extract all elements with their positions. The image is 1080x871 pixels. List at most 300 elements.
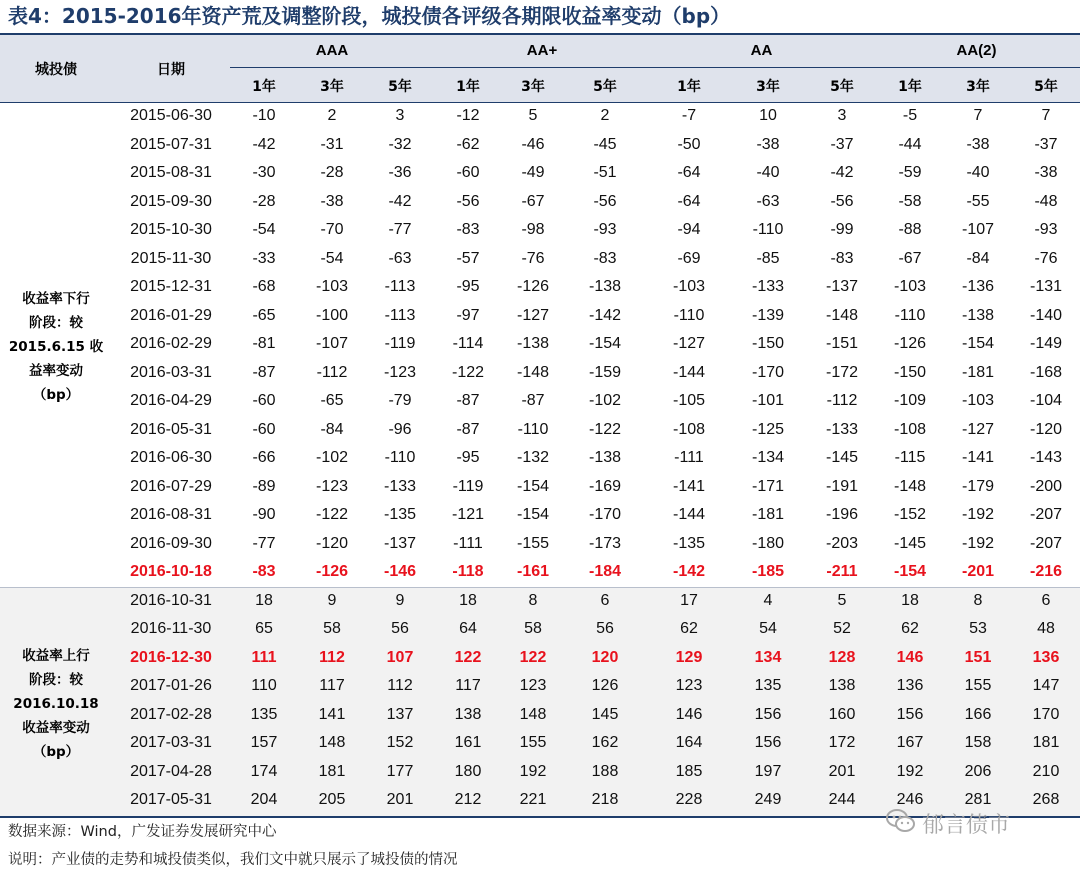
value-cell: -67 xyxy=(898,249,922,267)
value-cell: -63 xyxy=(756,192,780,210)
value-cell: 147 xyxy=(1032,677,1060,694)
term-header: 1年 xyxy=(677,79,701,95)
value-cell: -7 xyxy=(681,107,697,124)
value-cell: 148 xyxy=(519,705,547,723)
value-cell: 145 xyxy=(591,705,619,723)
value-cell: 141 xyxy=(318,705,346,723)
date-cell: 2016-02-29 xyxy=(130,335,212,352)
value-cell: 112 xyxy=(387,677,413,694)
wechat-icon xyxy=(886,808,916,844)
value-cell: -122 xyxy=(588,420,622,438)
date-cell: 2016-11-30 xyxy=(130,620,212,637)
value-cell: -155 xyxy=(516,534,550,552)
value-cell: 62 xyxy=(680,620,698,637)
value-cell: -54 xyxy=(252,221,276,238)
value-cell: 249 xyxy=(754,791,782,808)
value-cell: -154 xyxy=(961,335,995,352)
value-cell: -133 xyxy=(383,477,417,495)
value-cell: -83 xyxy=(830,249,854,267)
value-cell: -38 xyxy=(1034,164,1058,181)
value-cell: -173 xyxy=(588,534,622,552)
value-cell: -44 xyxy=(898,135,922,153)
term-header: 1年 xyxy=(898,79,922,95)
value-cell: -77 xyxy=(388,221,412,238)
value-cell: -88 xyxy=(898,221,922,238)
value-cell: -46 xyxy=(521,135,545,153)
value-cell: 158 xyxy=(964,734,992,751)
value-cell: -90 xyxy=(252,506,276,523)
value-cell: -12 xyxy=(456,107,480,124)
value-cell: -87 xyxy=(456,420,480,438)
value-cell: 181 xyxy=(318,762,346,780)
table-row xyxy=(112,302,1080,331)
value-cell: -132 xyxy=(516,449,550,466)
value-cell: -65 xyxy=(252,306,276,324)
value-cell: -118 xyxy=(452,563,484,580)
value-cell: -40 xyxy=(756,164,780,181)
value-cell: -87 xyxy=(521,392,545,409)
value-cell: 185 xyxy=(675,762,703,780)
value-cell: -87 xyxy=(456,392,480,409)
rating-header: AAA xyxy=(315,42,349,59)
term-header: 5年 xyxy=(388,79,412,95)
value-cell: -161 xyxy=(516,563,550,580)
value-cell: 10 xyxy=(759,107,777,124)
table-row xyxy=(112,330,1080,359)
value-cell: -110 xyxy=(673,306,705,324)
value-cell: -63 xyxy=(388,249,412,267)
value-cell: -207 xyxy=(1029,506,1063,523)
value-cell: -148 xyxy=(893,477,927,495)
source-note: 数据来源：Wind，广发证券发展研究中心 xyxy=(8,824,277,840)
table-row xyxy=(112,701,1080,730)
value-cell: 174 xyxy=(250,762,278,780)
value-cell: -154 xyxy=(588,335,622,352)
value-cell: -141 xyxy=(961,449,995,466)
value-cell: 177 xyxy=(386,762,414,780)
value-cell: -49 xyxy=(521,164,545,181)
date-cell: 2015-09-30 xyxy=(130,192,212,210)
value-cell: 160 xyxy=(828,705,856,723)
date-cell: 2016-09-30 xyxy=(130,534,212,552)
value-cell: 7 xyxy=(973,107,983,124)
value-cell: -149 xyxy=(1029,335,1063,352)
date-cell: 2017-01-26 xyxy=(130,677,212,694)
value-cell: 221 xyxy=(519,791,547,808)
value-cell: -38 xyxy=(966,135,990,153)
value-cell: -42 xyxy=(830,164,854,181)
rating-header: AA(2) xyxy=(956,42,997,59)
value-cell: -69 xyxy=(677,249,701,267)
value-cell: 156 xyxy=(896,705,924,723)
date-cell: 2017-02-28 xyxy=(130,705,212,723)
value-cell: -28 xyxy=(320,164,344,181)
value-cell: -151 xyxy=(825,335,859,352)
value-cell: 204 xyxy=(250,791,278,808)
term-header: 3年 xyxy=(320,79,344,95)
value-cell: 134 xyxy=(754,648,782,666)
value-cell: -201 xyxy=(961,563,995,580)
value-cell: -56 xyxy=(593,192,617,210)
date-cell: 2015-08-31 xyxy=(130,164,212,181)
value-cell: -126 xyxy=(893,335,927,352)
value-cell: -154 xyxy=(893,563,927,580)
value-cell: -93 xyxy=(1034,221,1058,238)
value-cell: 281 xyxy=(964,791,992,808)
value-cell: 126 xyxy=(591,677,619,694)
value-cell: -48 xyxy=(1034,192,1058,210)
rating-underline xyxy=(650,67,873,68)
value-cell: -79 xyxy=(388,392,412,409)
value-cell: -114 xyxy=(452,335,484,352)
value-cell: -108 xyxy=(672,420,706,438)
value-cell: -57 xyxy=(456,249,480,267)
value-cell: -60 xyxy=(456,164,480,181)
date-cell: 2016-10-18 xyxy=(130,563,212,580)
value-cell: -150 xyxy=(893,363,927,381)
value-cell: 246 xyxy=(896,791,924,808)
value-cell: -83 xyxy=(593,249,617,267)
table-row xyxy=(112,216,1080,245)
table-row xyxy=(112,245,1080,274)
date-cell: 2016-07-29 xyxy=(130,477,212,495)
value-cell: -32 xyxy=(388,135,412,153)
value-cell: -146 xyxy=(383,563,417,580)
value-cell: 6 xyxy=(1041,591,1051,609)
value-cell: -138 xyxy=(961,306,995,324)
value-cell: 8 xyxy=(528,591,538,609)
value-cell: -127 xyxy=(516,306,550,324)
value-cell: 4 xyxy=(763,591,773,609)
value-cell: 5 xyxy=(837,591,847,609)
value-cell: -111 xyxy=(674,449,704,466)
value-cell: -81 xyxy=(252,335,276,352)
value-cell: -137 xyxy=(825,278,859,295)
value-cell: 8 xyxy=(973,591,983,609)
term-header: 5年 xyxy=(830,79,854,95)
value-cell: 218 xyxy=(591,791,619,808)
value-cell: -192 xyxy=(961,534,995,552)
value-cell: -85 xyxy=(756,249,780,267)
value-cell: -140 xyxy=(1029,306,1063,324)
value-cell: 53 xyxy=(969,620,987,637)
value-cell: 117 xyxy=(319,677,345,694)
value-cell: 151 xyxy=(964,648,992,666)
table-row xyxy=(112,159,1080,188)
value-cell: -131 xyxy=(1029,278,1063,295)
group-label-line: 收益率变动 xyxy=(22,719,90,736)
value-cell: -31 xyxy=(320,135,344,153)
value-cell: 181 xyxy=(1032,734,1060,751)
value-cell: -110 xyxy=(894,306,926,324)
value-cell: -107 xyxy=(315,335,349,352)
value-cell: -110 xyxy=(517,420,549,438)
value-cell: -111 xyxy=(453,534,483,552)
value-cell: -110 xyxy=(384,449,416,466)
value-cell: 205 xyxy=(318,791,346,808)
date-cell: 2015-10-30 xyxy=(130,221,212,238)
value-cell: -28 xyxy=(252,192,276,210)
value-cell: 3 xyxy=(395,107,405,124)
value-cell: 123 xyxy=(675,677,703,694)
date-cell: 2016-01-29 xyxy=(130,306,212,324)
value-cell: 58 xyxy=(323,620,341,637)
value-cell: 157 xyxy=(250,734,278,751)
value-cell: -138 xyxy=(588,449,622,466)
value-cell: -142 xyxy=(588,306,622,324)
value-cell: -138 xyxy=(516,335,550,352)
value-cell: -105 xyxy=(672,392,706,409)
group-label-line: 益率变动 xyxy=(29,363,83,380)
table-row-highlight xyxy=(112,644,1080,673)
group-label xyxy=(0,287,112,407)
term-header: 1年 xyxy=(456,79,480,95)
date-cell: 2016-06-30 xyxy=(130,449,212,466)
group-label-line: 阶段：较 xyxy=(29,315,83,332)
value-cell: -150 xyxy=(751,335,785,352)
value-cell: 54 xyxy=(759,620,777,637)
value-cell: -148 xyxy=(825,306,859,324)
term-header: 5年 xyxy=(593,79,617,95)
group-label-line: （bp） xyxy=(32,387,80,404)
rating-header: AA xyxy=(750,42,773,59)
value-cell: -104 xyxy=(1029,392,1063,409)
value-cell: -103 xyxy=(315,278,349,295)
value-cell: 201 xyxy=(828,762,856,780)
value-cell: 212 xyxy=(454,791,482,808)
value-cell: 9 xyxy=(395,591,405,609)
value-cell: 129 xyxy=(675,648,703,666)
value-cell: -70 xyxy=(320,221,344,238)
value-cell: -60 xyxy=(252,420,276,438)
value-cell: -110 xyxy=(752,221,784,238)
value-cell: -170 xyxy=(751,363,785,381)
value-cell: -51 xyxy=(593,164,617,181)
value-cell: 117 xyxy=(455,677,481,694)
value-cell: 136 xyxy=(1032,648,1060,666)
value-cell: 192 xyxy=(896,762,924,780)
value-cell: -83 xyxy=(252,563,276,580)
value-cell: -40 xyxy=(966,164,990,181)
value-cell: -62 xyxy=(456,135,480,153)
value-cell: -152 xyxy=(893,506,927,523)
rating-header: AA+ xyxy=(526,42,558,59)
table-row xyxy=(112,473,1080,502)
value-cell: -89 xyxy=(252,477,276,495)
value-cell: 62 xyxy=(901,620,919,637)
value-cell: 6 xyxy=(600,591,610,609)
value-cell: -123 xyxy=(315,477,349,495)
value-cell: -126 xyxy=(516,278,550,295)
value-cell: -112 xyxy=(826,392,858,409)
value-cell: -170 xyxy=(588,506,622,523)
value-cell: -66 xyxy=(252,449,276,466)
value-cell: 268 xyxy=(1032,791,1060,808)
value-cell: -101 xyxy=(751,392,785,409)
value-cell: -123 xyxy=(383,363,417,381)
group-label-line: （bp） xyxy=(32,743,80,760)
rating-underline xyxy=(434,67,650,68)
group-label xyxy=(0,644,112,764)
value-cell: 18 xyxy=(255,591,273,609)
value-cell: -10 xyxy=(252,107,276,124)
table-row xyxy=(112,273,1080,302)
value-cell: -84 xyxy=(320,420,344,438)
value-cell: -45 xyxy=(593,135,617,153)
value-cell: 148 xyxy=(318,734,346,751)
value-cell: 48 xyxy=(1037,620,1055,637)
value-cell: 65 xyxy=(255,620,273,637)
value-cell: -119 xyxy=(384,335,416,352)
date-cell: 2015-06-30 xyxy=(130,107,212,124)
value-cell: 156 xyxy=(754,705,782,723)
value-cell: -180 xyxy=(751,534,785,552)
value-cell: 161 xyxy=(454,734,482,751)
value-cell: -179 xyxy=(961,477,995,495)
value-cell: -191 xyxy=(825,477,859,495)
value-cell: -33 xyxy=(252,249,276,267)
table-row-highlight xyxy=(112,558,1080,587)
date-cell: 2017-03-31 xyxy=(130,734,212,751)
value-cell: -145 xyxy=(825,449,859,466)
value-cell: 155 xyxy=(964,677,992,694)
value-cell: -134 xyxy=(751,449,785,466)
value-cell: -100 xyxy=(315,306,349,324)
value-cell: -38 xyxy=(320,192,344,210)
value-cell: -5 xyxy=(902,107,918,124)
value-cell: -135 xyxy=(383,506,417,523)
value-cell: -59 xyxy=(898,164,922,181)
term-header: 3年 xyxy=(966,79,990,95)
value-cell: 56 xyxy=(596,620,614,637)
value-cell: -172 xyxy=(825,363,859,381)
watermark-text: 郁言债市 xyxy=(922,813,1011,838)
group-label-line: 收益率上行 xyxy=(22,647,90,664)
table-title: 表4：2015-2016年资产荒及调整阶段，城投债各评级各期限收益率变动（bp） xyxy=(8,4,731,28)
value-cell: -148 xyxy=(516,363,550,381)
value-cell: -127 xyxy=(672,335,706,352)
value-cell: -76 xyxy=(521,249,545,267)
value-cell: 52 xyxy=(833,620,851,637)
value-cell: -30 xyxy=(252,164,276,181)
date-cell: 2015-07-31 xyxy=(130,135,212,153)
group-label-line: 收益率下行 xyxy=(22,291,90,308)
table-row xyxy=(112,131,1080,160)
value-cell: -139 xyxy=(751,306,785,324)
table-row xyxy=(112,444,1080,473)
table-row xyxy=(112,729,1080,758)
value-cell: -107 xyxy=(961,221,995,238)
rating-underline xyxy=(873,67,1080,68)
value-cell: -185 xyxy=(751,563,785,580)
value-cell: -154 xyxy=(516,506,550,523)
value-cell: -102 xyxy=(315,449,349,466)
value-cell: -96 xyxy=(388,420,412,438)
value-cell: 188 xyxy=(591,762,619,780)
value-cell: -120 xyxy=(1029,420,1063,438)
value-cell: 210 xyxy=(1032,762,1060,780)
value-cell: 112 xyxy=(319,648,345,666)
value-cell: 180 xyxy=(454,762,482,780)
date-cell: 2016-08-31 xyxy=(130,506,212,523)
value-cell: -159 xyxy=(588,363,622,381)
date-cell: 2016-12-30 xyxy=(130,648,212,666)
value-cell: 197 xyxy=(754,762,782,780)
value-cell: 120 xyxy=(591,648,619,666)
value-cell: -112 xyxy=(316,363,348,381)
value-cell: -103 xyxy=(961,392,995,409)
value-cell: -113 xyxy=(384,278,416,295)
table-row xyxy=(112,530,1080,559)
value-cell: 155 xyxy=(519,734,547,751)
value-cell: -97 xyxy=(456,306,480,324)
value-cell: -102 xyxy=(588,392,622,409)
table-row xyxy=(112,501,1080,530)
value-cell: -143 xyxy=(1029,449,1063,466)
value-cell: 107 xyxy=(386,648,414,666)
value-cell: 2 xyxy=(600,107,610,124)
table-row xyxy=(112,587,1080,616)
value-cell: -216 xyxy=(1029,563,1063,580)
date-cell: 2016-04-29 xyxy=(130,392,212,409)
value-cell: -87 xyxy=(252,363,276,381)
value-cell: 170 xyxy=(1032,705,1060,723)
value-cell: -84 xyxy=(966,249,990,267)
value-cell: 172 xyxy=(828,734,856,751)
value-cell: -184 xyxy=(588,563,622,580)
value-cell: -127 xyxy=(961,420,995,438)
value-cell: 135 xyxy=(250,705,278,723)
value-cell: 137 xyxy=(386,705,414,723)
value-cell: -145 xyxy=(893,534,927,552)
table-row xyxy=(112,359,1080,388)
value-cell: -113 xyxy=(384,306,416,324)
value-cell: -181 xyxy=(961,363,995,381)
value-cell: -99 xyxy=(830,221,854,238)
value-cell: 162 xyxy=(591,734,619,751)
watermark xyxy=(886,808,1010,840)
value-cell: 3 xyxy=(837,107,847,124)
table-row xyxy=(112,102,1080,131)
value-cell: 164 xyxy=(675,734,703,751)
value-cell: 228 xyxy=(675,791,703,808)
date-cell: 2016-03-31 xyxy=(130,363,212,381)
value-cell: -122 xyxy=(315,506,349,523)
value-cell: -65 xyxy=(320,392,344,409)
explanation-note: 说明：产业债的走势和城投债类似，我们文中就只展示了城投债的情况 xyxy=(8,852,458,868)
value-cell: -169 xyxy=(588,477,622,495)
table-row xyxy=(112,758,1080,787)
date-cell: 2015-12-31 xyxy=(130,278,212,295)
value-cell: 7 xyxy=(1041,107,1051,124)
value-cell: -120 xyxy=(315,534,349,552)
value-cell: 138 xyxy=(454,705,482,723)
term-header: 3年 xyxy=(521,79,545,95)
value-cell: 146 xyxy=(675,705,703,723)
value-cell: -60 xyxy=(252,392,276,409)
value-cell: -119 xyxy=(452,477,484,495)
value-cell: -94 xyxy=(677,221,701,238)
value-cell: -67 xyxy=(521,192,545,210)
value-cell: 138 xyxy=(828,677,856,694)
value-cell: -109 xyxy=(893,392,927,409)
value-cell: -122 xyxy=(451,363,485,381)
value-cell: 206 xyxy=(964,762,992,780)
value-cell: -64 xyxy=(677,192,701,210)
value-cell: -77 xyxy=(252,534,276,552)
value-cell: 18 xyxy=(459,591,477,609)
value-cell: 58 xyxy=(524,620,542,637)
